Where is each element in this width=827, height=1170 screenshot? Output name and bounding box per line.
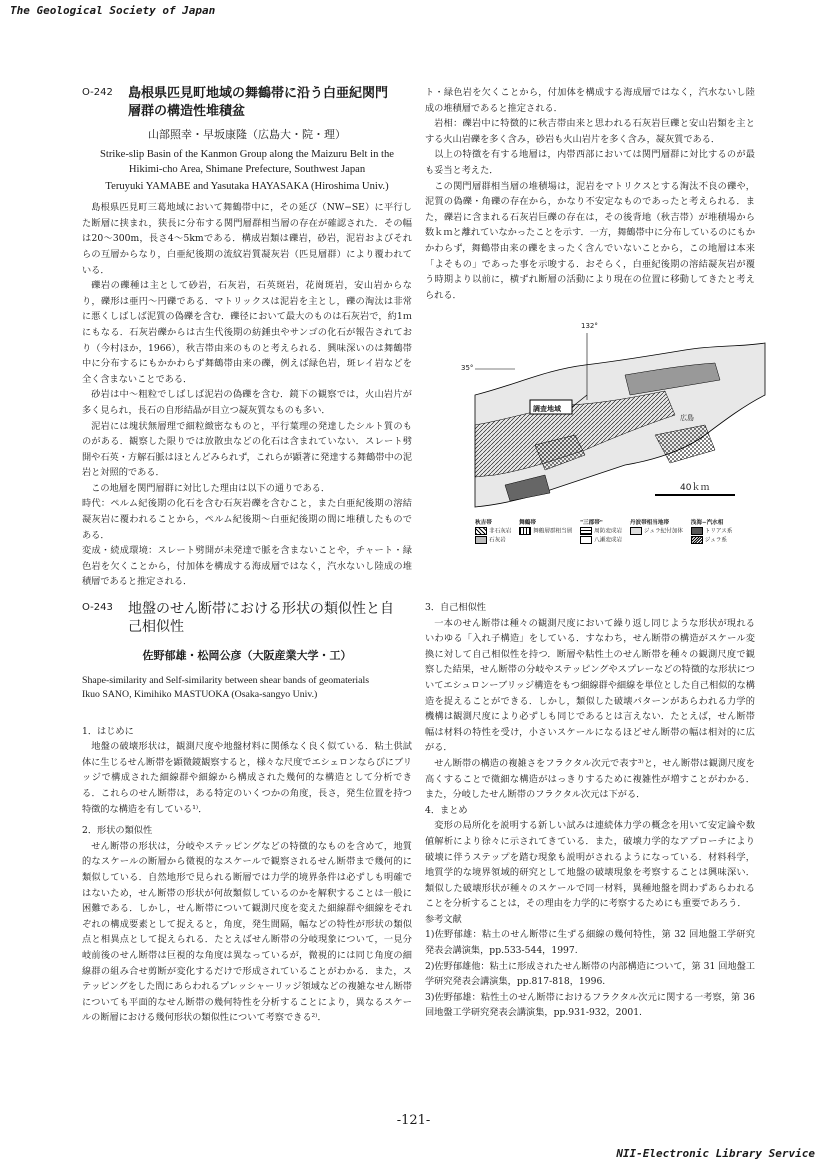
reference-item: 2)佐野郁雄他：粘土に形成されたせん断帯の内部構造について，第 31 回地盤工学研究発表会講演集，pp.817-818，1996. xyxy=(425,960,755,988)
paragraph: 島根県匹見町三葛地域において舞鶴帯中に，その延び（NW−SE）に平行した断層に挟まれ，狭長に分布する関門層群相当層の存在が確認された．その幅は20〜300m，長さ4〜5kmである．構成岩類は礫岩，砂岩，泥岩およびそれらの互層からなり，白亜紀後期の流紋岩質凝灰岩（匹見層群）により覆われている． xyxy=(82,202,412,276)
article-1-right-column xyxy=(425,85,755,544)
paragraph: 変形の局所化を説明する新しい試みは連続体力学の概念を用いて安定論や数値解析により徐々に示されてきている．また，破壊力学的なアプローチにより破壊に伴うステップを踏む現象も説明がされるようになっている．材料科学，地質学的な境界領域的研究として地盤の破壊現象を考察することは興味深い．類似した破壊形状が種々のスケールで同一材料，異種地盤を問わずあらわれることを分析することは，その理由を力学的に考察するためにも重要であろう． xyxy=(425,820,755,910)
legend-item: 周防変成岩 xyxy=(594,528,623,535)
authors-jp: 山部照幸・早坂康隆（広島大・院・理） xyxy=(148,128,346,141)
paragraph: 時代：ペルム紀後期の化石を含む石灰岩礫を含むこと，また白亜紀後期の溶結凝灰岩に覆われることから，ペルム紀後期〜白亜紀後期の間に堆積したものである． xyxy=(82,498,412,541)
legend-group-title: 丹波帯相当地帯 xyxy=(629,520,670,527)
english-title: Shape-similarity and Self-similarity between shear bands of geomaterials xyxy=(82,674,370,686)
english-authors: Teruyuki YAMABE and Yasutaka HAYASAKA (Hiroshima Univ.) xyxy=(105,180,389,192)
legend-item: 八瀬変成岩 xyxy=(594,537,623,544)
paragraph: ト・緑色岩を欠くことから，付加体を構成する海成層ではなく，汽水ないし陸成の堆積層であると推定される． xyxy=(425,87,755,114)
section-heading: 4．まとめ xyxy=(425,804,468,816)
paragraph: 一本のせん断帯は種々の観測尺度において繰り返し同じような形状が現れるいわゆる「入れ子構造」をしている．すなわち，せん断帯の構造がスケール変換に対して自己相似性を持つ．断層や粘性土のせん断帯を種々の観測尺度で観察した結果，せん断帯の分岐やステッピングやスプレーなどの特徴的な形状についてエシュロンーブリッジ構造をもつ細線群や細線を単位とした自己相似的な構造を捉えることができる．しかし，類似した破壊パターンがあらわれる力学的機構は観測尺度により必ずしも同じであるとは言えない．たとえば，せん断帯幅は材料の特性を受け，小さいスケールになるほどせん断帯の幅は相対的に広がる． xyxy=(425,617,755,754)
paragraph: 砂岩は中〜粗粒でしばしば泥岩の偽礫を含む．鏡下の観察では，火山岩片が多く見られ，長石の自形結晶が目立つ凝灰質なものも多い． xyxy=(82,389,412,416)
article-2-right-column xyxy=(425,600,755,1021)
reference-item: 3)佐野郁雄：粘性土のせん断帯におけるフラクタル次元に関する一考察，第 36 回地盤工学研究発表会講演集，pp.931-932，2001. xyxy=(425,991,755,1019)
paragraph: この地層を関門層群に対比した理由は以下の通りである． xyxy=(91,482,331,494)
abstract-title: 地盤のせん断帯における形状の類似性と自己相似性 xyxy=(128,601,394,635)
legend-group-title: 舞鶴帯 xyxy=(519,520,536,527)
english-authors: Ikuo SANO, Kimihiko MASTUOKA (Osaka-sangyo Univ.) xyxy=(82,688,318,700)
footer-credit: NII-Electronic Library Service xyxy=(616,1147,815,1160)
reference-item: 1)佐野郁雄：粘土のせん断帯に生ずる細線の幾何特性，第 32 回地盤工学研究発表会講演集，pp.533-544，1997. xyxy=(425,929,755,957)
legend-item: トリアス系 xyxy=(704,528,733,535)
legend-group xyxy=(630,519,683,536)
article-1-left-column xyxy=(82,85,413,588)
paragraph: 岩相：礫岩中に特徴的に秋吉帯由来と思われる石灰岩巨礫と安山岩類を主とする火山岩礫を多く含み，砂岩も火山岩片を多く含み，凝灰質である． xyxy=(425,118,755,145)
legend-group xyxy=(475,519,511,544)
legend-item: 石灰岩 xyxy=(489,537,506,544)
legend-group-title: 秋吉帯 xyxy=(475,520,492,527)
paragraph: せん断帯の形状は，分岐やステッピングなどの特徴的なものを含めて，地質的なスケールの断層から微視的なスケールで観察されるせん断帯まで幾何的に類似している．自然地形で見られる断層では力学的境界条件は必ずしも明確ではないため，せん断帯の形状が何故類似しているのかを解釈することは一般に困難である．しかし，せん断帯について観測尺度を変えた細線群や細線をそれぞれの構成要素として捉えると，角度，発生間隔，幅などの特性が形状の類似点と相異点として捉えられる．たとえばせん断帯の分岐現象について，一見分岐前後のせん断帯は巨視的な角度は異なっているが，微視的には同じ角度の細線群の組み合せ剪断が変化するだけで形成されていることがわかる．また，ステッピングをした間にあらわれるプレッシャーリッジ領域などの複雑なせん断帯についても平面的なせん断帯の幾何特性を分析することにより，異なるスケールの断層における幾何形状の類似性について考察できる²⁾． xyxy=(82,840,412,1024)
study-area-label: 調査地域 xyxy=(533,405,561,414)
page-number: -121- xyxy=(396,1113,431,1128)
legend-item: 舞鶴層群相当層 xyxy=(533,528,573,535)
abstract-code: O-243 xyxy=(82,602,113,613)
paragraph: 変成・続成環境：スレート劈開が未発達で脈を含まないことや，チャート・緑色岩を欠くことから，付加体を構成する海成層ではなく，汽水ないし陸成の堆積層であると推定される． xyxy=(82,545,412,588)
legend-group xyxy=(580,519,622,544)
paragraph: 地盤の破壊形状は，観測尺度や地盤材料に関係なく良く似ている．粘土供試体に生じるせん断帯を顕微鏡観察すると，様々な尺度でエシェロンならびにブリッジで構成された細線群や細線から構成された幾何的な構造として分析できる．これらのせん断帯は，ある特定のいくつかの角度，長さ，発生位置を持つ特徴的な構造を有している¹⁾． xyxy=(82,741,412,815)
scale-label: 40ｋｍ xyxy=(680,483,710,494)
paragraph: この関門層群相当層の堆積場は，泥岩をマトリクスとする淘汰不良の礫や，泥質の偽礫・角礫の存在から，かなり不安定なものであったと考えられる．また，礫岩に含まれる石灰岩巨礫の存在は，その後背地（秋吉帯）が堆積場から数ｋｍと離れていなかったことを示す．一方，舞鶴帯中に分布しているのにもかかわらず，舞鶴帯由来の礫をまったく含んでいないことから，この地層は本来「よそもの」であった事を示唆する．おそらく，白亜紀後期の溶結凝灰岩が覆う時期より以前に，横ずれ断層の活動により現在の位置に移動してきたと考えられる． xyxy=(425,180,756,301)
paragraph: せん断帯の構造の複雑さをフラクタル次元で表す³⁾と，せん断帯は観測尺度を高くすることで微細な構造がはっきりするために複雑性が増すことがわかる．また，分岐したせん断帯のフラクタル次元は下がる． xyxy=(425,757,755,801)
map-figure xyxy=(475,325,765,513)
legend-group-title: 浅海−汽水相 xyxy=(690,520,724,527)
legend-group-title: "三郡帯" xyxy=(580,520,603,527)
map-legend xyxy=(475,519,765,544)
abstract-code: O-242 xyxy=(82,87,113,98)
abstract-title: 島根県匹見町地域の舞鶴帯に沿う白亜紀関門層群の構造性堆積盆 xyxy=(128,86,389,119)
legend-item: 非石灰岩 xyxy=(489,528,512,535)
authors-jp: 佐野郁雄・松岡公彦（大阪産業大学・工） xyxy=(142,649,352,662)
paragraph: 以上の特徴を有する地層は，内帯西部においては関門層群に対比するのが最も妥当と考えた． xyxy=(425,149,755,176)
section-heading: 3．自己相似性 xyxy=(425,602,486,613)
article-2-left-column xyxy=(82,600,412,1026)
city-label: 広島 xyxy=(680,414,694,423)
english-title: Strike-slip Basin of the Kanmon Group along the Maizuru Belt in the Hikimi-cho Area, Shimane Prefecture, Southwest Japan xyxy=(100,148,394,175)
legend-group xyxy=(691,519,733,544)
legend-group xyxy=(519,519,572,536)
references-heading: 参考文献 xyxy=(425,913,462,925)
legend-item: ジュラ系 xyxy=(704,537,727,544)
geologic-map xyxy=(461,322,765,513)
section-heading: 1．はじめに xyxy=(82,725,134,737)
paragraph: 泥岩には塊状無層理で細粒緻密なものと，平行葉理の発達したシルト質のものがある．観察した限りでは放散虫などの化石は含まれていない．スレート劈開や石英・方解石脈はほとんどみられず，これらが顕著に発達する舞鶴帯中の泥岩と対照的である． xyxy=(82,420,413,479)
longitude-label: 132° xyxy=(581,322,598,331)
legend-item: ジュラ紀付加体 xyxy=(643,528,683,535)
section-heading: 2．形状の類似性 xyxy=(82,825,153,837)
latitude-label: 35° xyxy=(461,364,474,373)
journal-header: The Geological Society of Japan xyxy=(10,4,216,17)
paragraph: 礫岩の礫種は主として砂岩，石灰岩，石英斑岩，花崗斑岩，安山岩からなり，礫形は亜円〜円礫である．マトリックスは泥岩を主とし，礫の淘汰は非常に悪くしばしば泥質の偽礫を含む．礫径において最大のものは石灰岩で，約1ｍにもなる．石灰岩礫からは古生代後期の紡錘虫やサンゴの化石が報告されており（今村ほか，1966），秋吉帯由来のものと考えられる．興味深いのは舞鶴帯中に分布するにもかかわらず舞鶴帯由来の礫，例えば緑色岩，斑レイ岩などを全く含まないことである． xyxy=(82,280,412,385)
